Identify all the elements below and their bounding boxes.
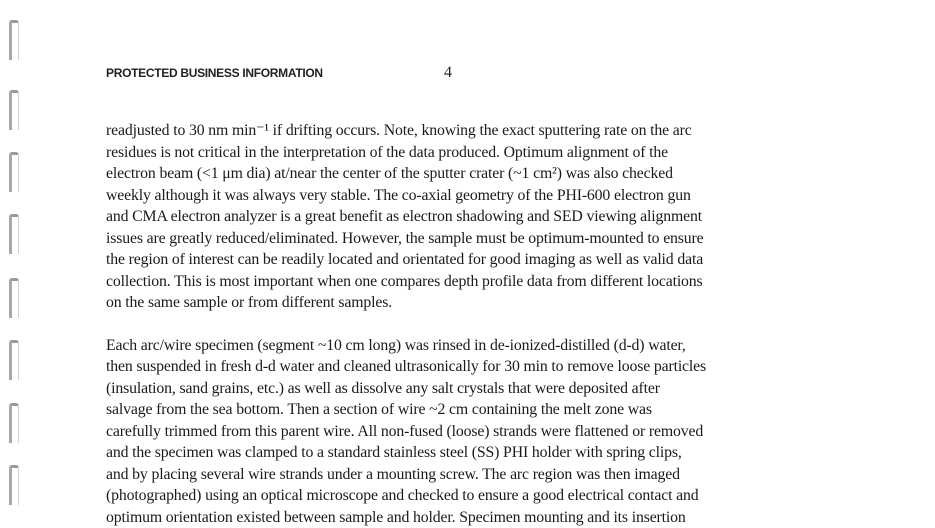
text-line: optimum orientation existed between sample and holder. Specimen mounting and its insertion	[106, 507, 806, 528]
text-line: Each arc/wire specimen (segment ~10 cm long) was rinsed in de-ionized-distilled (d-d) water,	[106, 335, 806, 357]
text-line: and by placing several wire strands under a mounting screw. The arc region was then imaged	[106, 464, 806, 486]
text-line: the region of interest can be readily located and orientated for good imaging as well as valid data	[106, 249, 806, 271]
text-line: (insulation, sand grains, etc.) as well as dissolve any salt crystals that were deposited after	[106, 378, 806, 400]
binder-holes	[9, 0, 23, 526]
header-title: PROTECTED BUSINESS INFORMATION	[106, 66, 323, 80]
binder-hole	[9, 152, 19, 192]
paragraph-gap	[106, 314, 806, 335]
binder-hole	[9, 20, 19, 60]
text-line: electron beam (<1 μm dia) at/near the center of the sputter crater (~1 cm²) was also checked	[106, 163, 806, 185]
text-line: carefully trimmed from this parent wire. All non-fused (loose) strands were flattened or removed	[106, 421, 806, 443]
page-header	[106, 66, 806, 84]
text-line: residues is not critical in the interpretation of the data produced. Optimum alignment of the	[106, 142, 806, 164]
binder-hole	[9, 340, 19, 380]
text-line: readjusted to 30 nm min⁻¹ if drifting occurs. Note, knowing the exact sputtering rate on the arc	[106, 120, 806, 142]
text-line: salvage from the sea bottom. Then a section of wire ~2 cm containing the melt zone was	[106, 399, 806, 421]
binder-hole	[9, 403, 19, 443]
text-line: weekly although it was always very stable. The co-axial geometry of the PHI-600 electron gun	[106, 185, 806, 207]
binder-hole	[9, 214, 19, 254]
binder-hole	[9, 90, 19, 130]
page-number: 4	[444, 64, 452, 82]
text-line: and CMA electron analyzer is a great benefit as electron shadowing and SED viewing alignment	[106, 206, 806, 228]
text-line: then suspended in fresh d-d water and cleaned ultrasonically for 30 min to remove loose particles	[106, 356, 806, 378]
text-line: and the specimen was clamped to a standard stainless steel (SS) PHI holder with spring clips,	[106, 442, 806, 464]
paragraph	[106, 335, 806, 528]
text-line: on the same sample or from different samples.	[106, 292, 806, 314]
binder-hole	[9, 278, 19, 318]
text-line: issues are greatly reduced/eliminated. However, the sample must be optimum-mounted to ensure	[106, 228, 806, 250]
document-body	[106, 120, 806, 528]
text-line: (photographed) using an optical microscope and checked to ensure a good electrical contact and	[106, 485, 806, 507]
binder-hole	[9, 465, 19, 505]
paragraph	[106, 120, 806, 314]
text-line: collection. This is most important when one compares depth profile data from different locations	[106, 271, 806, 293]
